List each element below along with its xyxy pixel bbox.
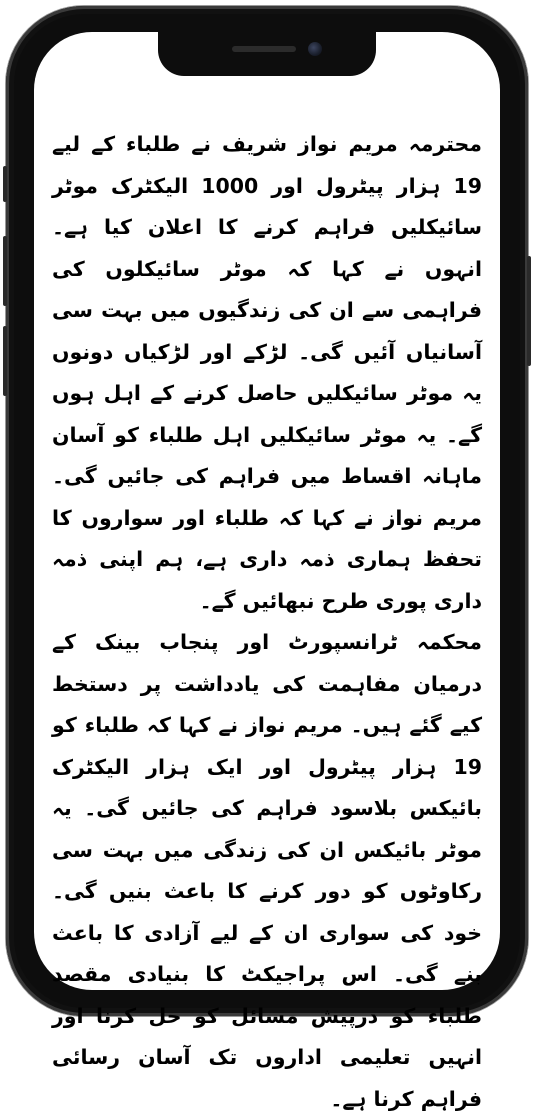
phone-screen <box>34 32 500 1111</box>
power-button <box>527 256 531 366</box>
notch <box>158 32 376 76</box>
silent-switch <box>3 166 7 202</box>
speaker-grille <box>232 46 296 52</box>
front-camera-icon <box>308 42 322 56</box>
volume-up-button <box>3 236 7 306</box>
volume-down-button <box>3 326 7 396</box>
article-text: محترمہ مریم نواز شریف نے طلباء کے لیے 19 ہزار پیٹرول اور 1000 الیکٹرک موٹر سائیکلیں فراہم کرنے کا اعلان کیا ہے۔ انہوں نے کہا کہ موٹر سائیکلوں کی فراہمی سے ان کی زندگیوں میں بہت سی آسانیاں آئیں گی۔ لڑکے اور لڑکیاں دونوں یہ موٹر سائیکلیں حاصل کرنے کے اہل ہوں گے۔ یہ موٹر سائیکلیں اہل طلباء کو آسان ماہانہ اقساط میں فراہم کی جائیں گی۔ مریم نواز نے کہا کہ طلباء اور سواروں کا تحفظ ہماری ذمہ داری ہے، ہم اپنی ذمہ داری پوری طرح نبھائیں گے۔ محکمہ ٹرانسپورٹ اور پنجاب بینک کے درمیان مفاہمت کی یادداشت پر دستخط کیے گئے ہیں۔ مریم نواز نے کہا کہ طلباء کو 19 ہزار پیٹرول اور ایک ہزار الیکٹرک بائیکس بلاسود فراہم کی جائیں گی۔ یہ موٹر بائیکس ان کی زندگی میں بہت سی رکاوٹوں کو دور کرنے کا باعث بنیں گی۔ خود کی سواری ان کے لیے آزادی کا باعث بنے گی۔ اس پراجیکٹ کا بنیادی مقصد طلباء کو درپیش مسائل کو حل کرنا اور انہیں تعلیمی اداروں تک آسان رسائی فراہم کرنا ہے۔ <box>52 132 482 1111</box>
phone-frame <box>6 6 528 1111</box>
